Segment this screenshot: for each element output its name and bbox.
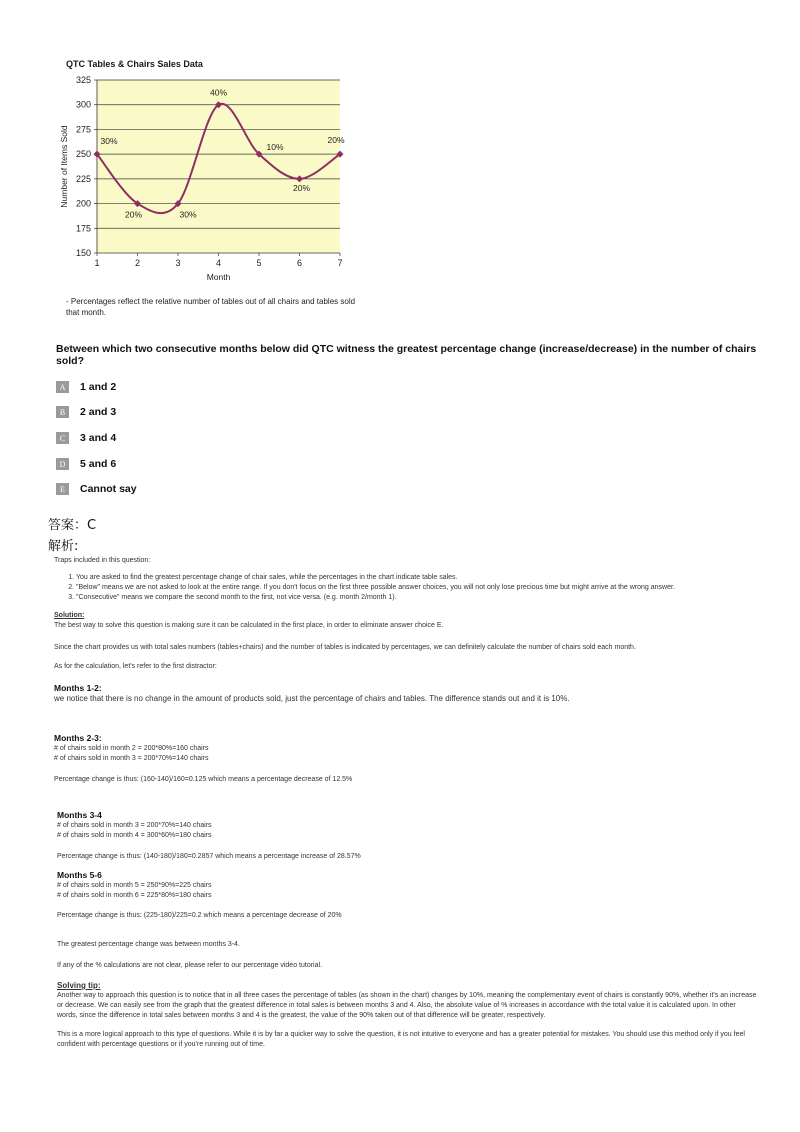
x-tick-label: 2 [134, 258, 141, 268]
months-5-6-heading: Months 5-6 [57, 870, 102, 880]
chart-footnote: - Percentages reflect the relative number of tables out of all chairs and tables sold that month. [66, 297, 356, 317]
choice-label: 5 and 6 [80, 458, 117, 470]
y-tick-label: 250 [75, 149, 91, 160]
choice-c[interactable] [56, 431, 116, 445]
x-tick-label: 6 [296, 258, 303, 268]
months-5-6-line: # of chairs sold in month 5 = 250*90%=225 chairs [57, 882, 212, 889]
trap-item: 3. "Consecutive" means we compare the second month to the first, not vice versa. (e.g. month 2/month 1). [76, 593, 754, 603]
y-tick-label: 300 [75, 99, 91, 110]
y-axis-title: Number of Items Sold [59, 125, 69, 208]
choice-label: 2 and 3 [80, 406, 117, 418]
question-text: Between which two consecutive months below did QTC witness the greatest percentage change (increase/decrease) in the number of chairs sold? [56, 343, 757, 367]
choice-d[interactable] [56, 457, 116, 471]
answer-label: 答案：C [48, 518, 97, 533]
line-chart [54, 70, 354, 288]
solution-heading: Solution: [54, 612, 85, 619]
y-tick-label: 225 [75, 173, 91, 184]
months-3-4-line: # of chairs sold in month 3 = 200*70%=140 chairs [57, 822, 212, 829]
data-label: 20% [292, 182, 311, 193]
choice-label: Cannot say [80, 483, 137, 495]
x-tick-label: 7 [337, 258, 343, 268]
x-tick-label: 5 [256, 258, 262, 268]
choice-letter: A [56, 381, 69, 393]
traps-list [54, 573, 754, 603]
data-label: 30% [179, 209, 197, 220]
choice-letter: B [56, 406, 69, 418]
months-1-2-heading: Months 1-2: [54, 683, 102, 693]
data-label: 10% [266, 142, 284, 153]
chart-title: QTC Tables & Chairs Sales Data [66, 59, 203, 69]
explanation-label: 解析: [48, 539, 79, 554]
choice-b[interactable] [56, 405, 116, 419]
months-3-4-line: # of chairs sold in month 4 = 300*60%=180 chairs [57, 832, 212, 839]
x-tick-label: 4 [215, 258, 222, 268]
data-label: 30% [100, 136, 118, 147]
data-label: 40% [209, 87, 228, 98]
months-2-3-line: # of chairs sold in month 3 = 200*70%=140 chairs [54, 755, 209, 762]
months-2-3-line: # of chairs sold in month 2 = 200*80%=160 chairs [54, 745, 209, 752]
tutorial-text: If any of the % calculations are not clear, please refer to our percentage video tutorial. [57, 962, 322, 969]
solution-p2: Since the chart provides us with total sales numbers (tables+chairs) and the number of tables is indicated by percentages, we can definitely calculate the number of chairs sold each month. [54, 644, 636, 651]
solving-tip-p2: This is a more logical approach to this type of questions. While it is by far a quicker way to solve the question, it is not intuitive to everyone and has a greater potential for mistakes. You should use this method only if you feel confident with percentage questions or if you're running out of time. [57, 1031, 745, 1048]
y-tick-label: 175 [75, 223, 91, 234]
months-3-4-calc: Percentage change is thus: (140-180)/180=0.2857 which means a percentage increase of 28.57% [57, 853, 361, 860]
y-tick-label: 325 [75, 75, 91, 85]
choice-letter: D [56, 458, 69, 470]
months-5-6-calc: Percentage change is thus: (225-180)/225=0.2 which means a percentage decrease of 20% [57, 912, 342, 919]
months-5-6-line: # of chairs sold in month 6 = 225*80%=180 chairs [57, 892, 212, 899]
data-label: 20% [327, 135, 345, 146]
y-tick-label: 150 [75, 248, 91, 258]
choice-letter: E [56, 483, 69, 495]
y-tick-label: 275 [75, 124, 91, 135]
solution-p3: As for the calculation, let's refer to the first distractor: [54, 663, 217, 670]
x-tick-label: 3 [175, 258, 181, 268]
solving-tip-p1: Another way to approach this question is to notice that in all three cases the percentage of tables (as shown in the chart) changes by 10%, meaning the complementary event of chairs is constantly 90%, whether it's an increase or decrease. We can easily see from the graph that the greatest difference in total sales is between months 3 and 4. Also, the absolute value of % increases in accordance with the total value it is calculated upon. In other words, since the difference in total sales between months 3 and 4 is the greatest, the value of the 90% taken out of that difference will be greater, respectively. [57, 992, 757, 1019]
months-2-3-calc: Percentage change is thus: (160-140)/160=0.125 which means a percentage decrease of 12.5% [54, 776, 353, 783]
conclusion-text: The greatest percentage change was between months 3-4. [57, 941, 240, 948]
x-tick-labels [94, 258, 342, 268]
trap-item: 2. "Below" means we are not asked to look at the entire range. If you don't focus on the first three possible answer choices, you will not only lose precious time but might arrive at the wrong answer. [76, 583, 754, 593]
x-axis-title: Month [206, 272, 231, 282]
trap-item: 1. You are asked to find the greatest percentage change of chair sales, while the percentages in the chart indicate table sales. [76, 573, 754, 583]
choice-label: 1 and 2 [80, 381, 117, 393]
solution-p1: The best way to solve this question is making sure it can be calculated in the first place, in order to eliminate answer choice E. [54, 622, 444, 629]
solving-tip-heading: Solving tip: [57, 981, 101, 990]
choice-a[interactable] [56, 380, 116, 394]
months-1-2-text: we notice that there is no change in the amount of products sold, just the percentage of chairs and tables. The difference stands out and it is 10%. [54, 694, 570, 703]
choice-letter: C [56, 432, 69, 444]
months-3-4-heading: Months 3-4 [57, 810, 102, 820]
months-2-3-heading: Months 2-3: [54, 733, 102, 743]
traps-intro: Traps included in this question: [54, 557, 151, 564]
data-label: 20% [124, 209, 143, 220]
y-tick-label: 200 [75, 198, 91, 209]
x-tick-label: 1 [94, 258, 100, 268]
choice-e[interactable] [56, 482, 137, 496]
y-tick-labels [76, 75, 91, 258]
choice-label: 3 and 4 [80, 432, 117, 444]
